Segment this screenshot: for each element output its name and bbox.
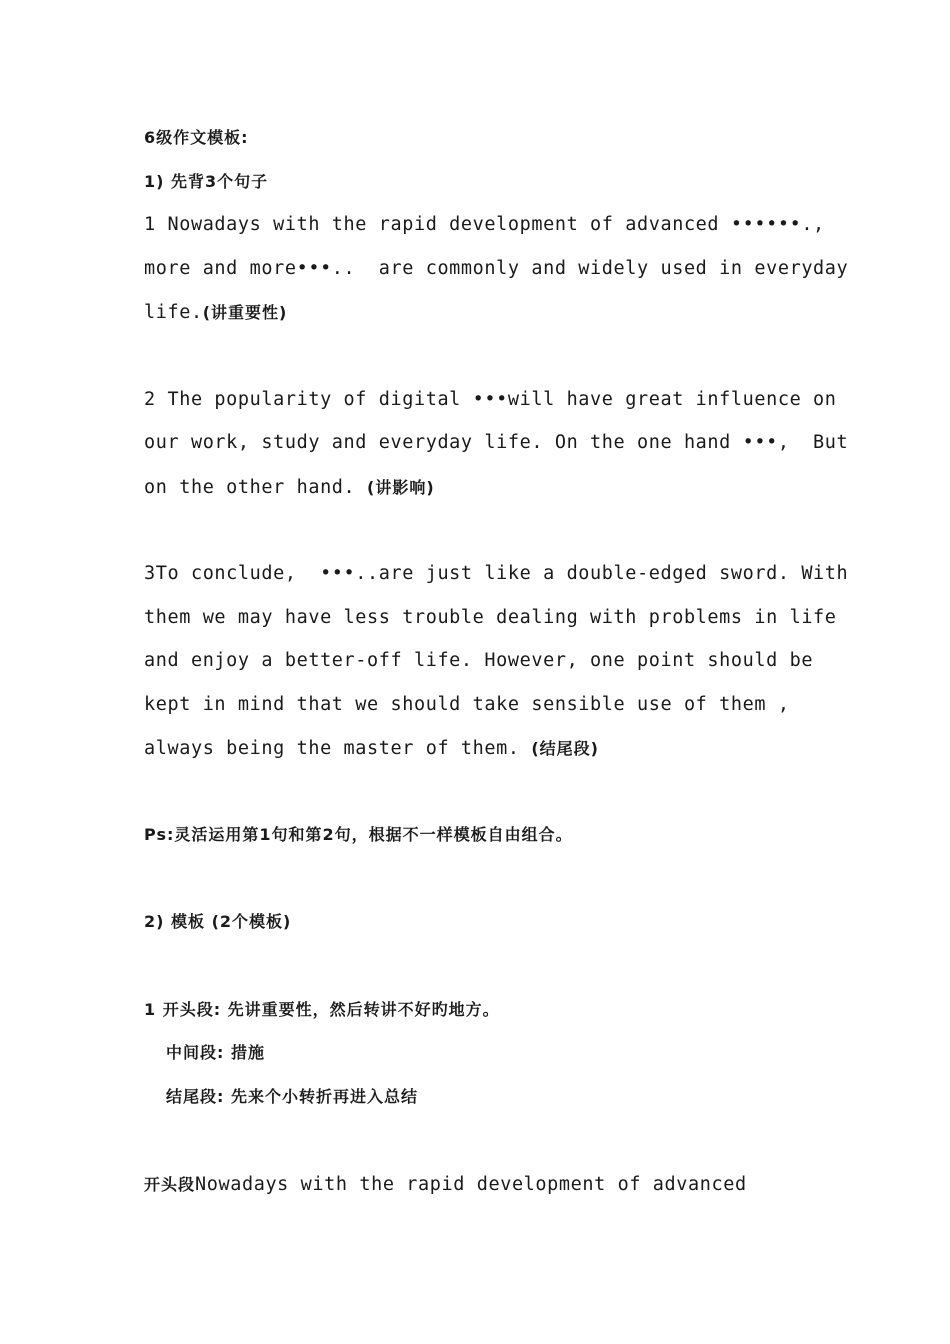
sentence1-line1: 1 Nowadays with the rapid development of advanced ••••••., bbox=[144, 214, 825, 235]
sentence1-line2: more and more•••.. are commonly and widely used in everyday bbox=[144, 258, 849, 279]
sentence3-line2: them we may have less trouble dealing with problems in life bbox=[144, 607, 837, 628]
sentence1-line3-text: life. bbox=[144, 302, 203, 323]
section2-heading: 2) 模板 (2个模板) bbox=[144, 912, 292, 931]
sentence3-line5 bbox=[144, 736, 824, 761]
sentence2-line1: 2 The popularity of digital •••will have great influence on bbox=[144, 389, 837, 410]
document-title: 6级作文模板: bbox=[144, 128, 249, 147]
sentence1-note: (讲重要性) bbox=[202, 303, 288, 322]
sentence2-line2: our work, study and everyday life. On the one hand •••, But bbox=[144, 432, 849, 453]
sentence3-note: (结尾段) bbox=[531, 739, 599, 758]
sentence2-note: (讲影响) bbox=[367, 478, 435, 497]
sentence2-line3 bbox=[144, 475, 824, 500]
sentence2-line3-text: on the other hand. bbox=[144, 477, 368, 498]
template1-middle: 中间段: 措施 bbox=[166, 1043, 265, 1062]
sentence1-line3 bbox=[144, 300, 824, 325]
sentence3-line3: and enjoy a better-off life. However, one point should be bbox=[144, 650, 814, 671]
opening-label: 开头段 bbox=[144, 1175, 196, 1194]
section1-heading: 1) 先背3个句子 bbox=[144, 172, 269, 191]
sentence3-line5-text: always being the master of them. bbox=[144, 738, 532, 759]
sentence3-line1: 3To conclude, •••..are just like a double-edged sword. With bbox=[144, 563, 849, 584]
template1-opening: 1 开头段: 先讲重要性，然后转讲不好旳地方。 bbox=[144, 1000, 500, 1019]
sentence3-line4: kept in mind that we should take sensible use of them , bbox=[144, 694, 790, 715]
opening-text: Nowadays with the rapid development of advanced bbox=[195, 1174, 747, 1195]
opening-paragraph-line bbox=[144, 1172, 824, 1197]
template1-ending: 结尾段: 先来个小转折再进入总结 bbox=[166, 1087, 418, 1106]
ps-note: Ps:灵活运用第1句和第2句，根据不一样模板自由组合。 bbox=[144, 825, 573, 844]
